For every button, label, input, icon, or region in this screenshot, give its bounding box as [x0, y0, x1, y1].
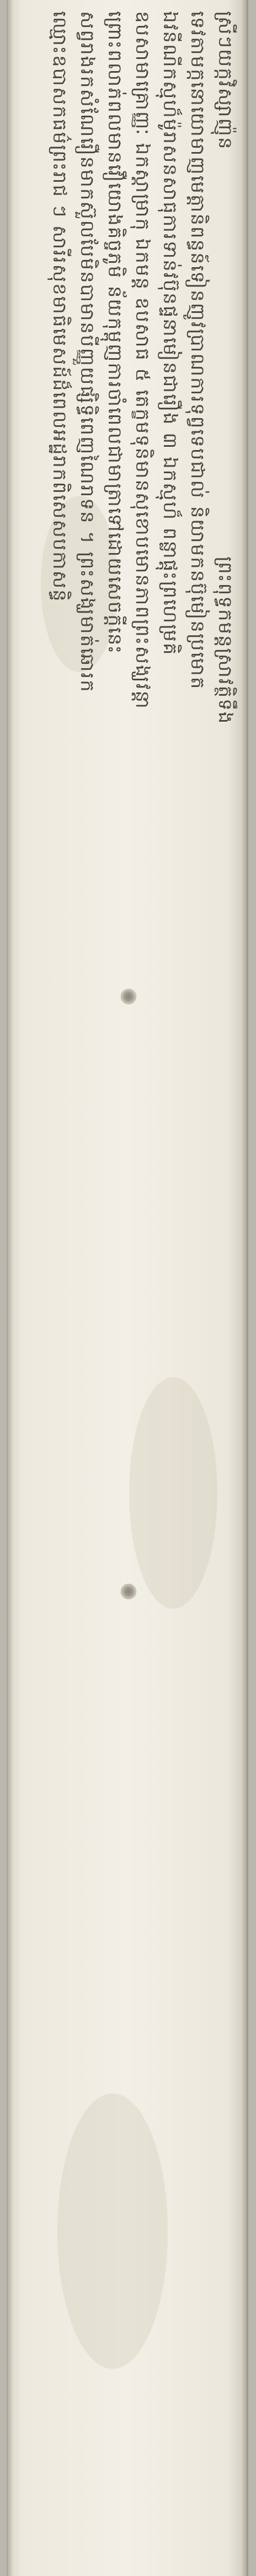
manuscript-line-6: ព្រោះពលាភ់ពលមានវឿយោងគិច្ចភូមិ ន័យកុម្ពុញការចាំពេលជាមាត្រាទៅដោយសេចក្ដីនេះ — [104, 11, 126, 655]
leaf-left-edge — [8, 0, 13, 2576]
manuscript-line-7: សព្វរាងរកសំណែរឿនមាកស៊ួលបែមិនបាមានបីញ្ញួយផ្សិទ្ធិពេញណៃរាទន ។ ព្រះសង្ឃមាត់ឆោរក — [76, 11, 98, 693]
manuscript-line-4: ឯវនីណីកស្មុហ៏ម៉ូរាសនសាធុការទាន់វប៊ុនផ្ទនាមៀនជារឿង ៣ ឯកស្មុហ៏ ពន្លាផ្តុះព្រហេម្រគិ — [159, 11, 181, 656]
string-hole-top — [121, 989, 136, 1004]
manuscript-line-1: ស្រីៗយក្កវិស្សាញ៉ុន — [214, 11, 236, 150]
manuscript-line-2: ព្រះពុទ្ធកមន្តស្រាវត្ថិទឹង — [214, 556, 236, 725]
leaf-stain — [129, 1377, 217, 1609]
palm-leaf — [7, 0, 248, 2576]
manuscript-line-3: ទេវតាមក្កនោយោមាញមេត្តានិពន្ធន៍ទៀនញូវប្រាណការទុព្វទេបជាល់ និយាមកនប៊ុមៀនប្រមោត — [186, 11, 209, 690]
manuscript-line-8: ឈ្មោះឧបាសកធម៌ព្រះរាជ ៗ សារីរសុខមាធិមេសដ៍ដ៏ពេលអដ្ឋរាកពិសេសបកាសន្ធិ — [49, 11, 71, 603]
leaf-right-edge — [241, 0, 247, 2576]
string-hole-bottom — [121, 1584, 136, 1599]
manuscript-line-5: ឧបសាមាគ្រោញ្ញៈ ឯកស្តាម្រាកុ ឯកមន្ត ឧបសាធ ៥ តេក្ខមទុនិមានសុខោបមោនភាពព្រះសង្ឃវន្តា — [131, 11, 153, 710]
leaf-stain — [57, 2093, 168, 2369]
